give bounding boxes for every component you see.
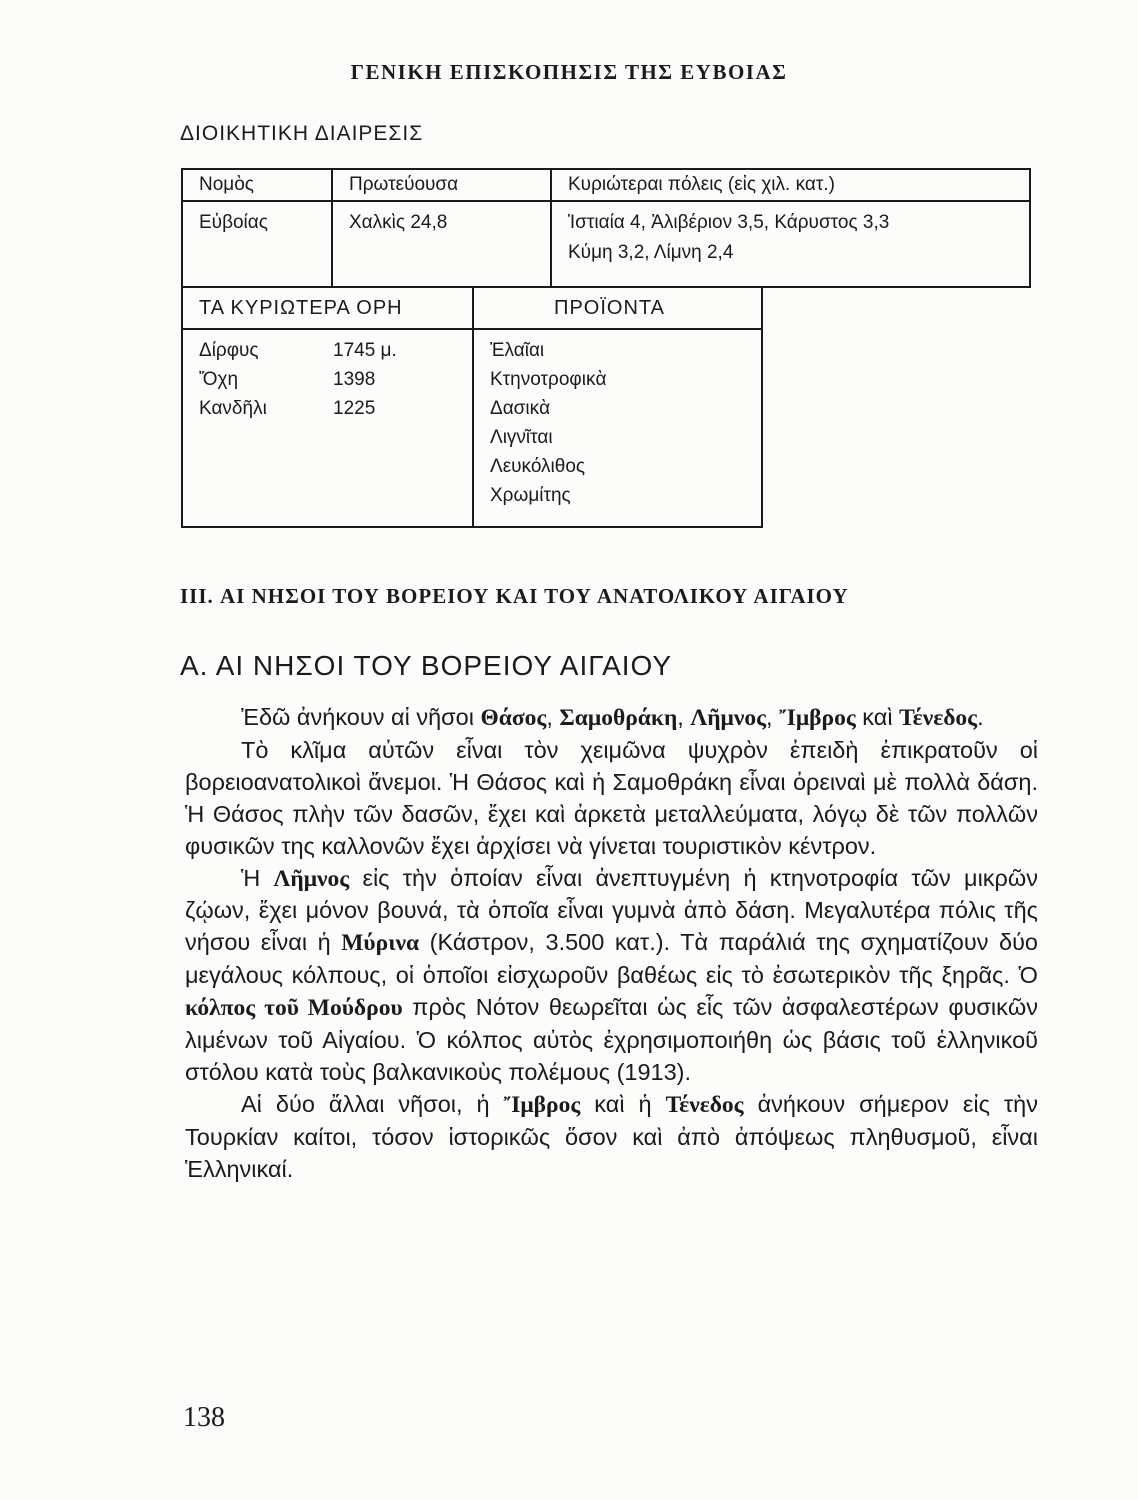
mountains-table-header-row: [182, 287, 762, 329]
mountains-products-table: [181, 286, 763, 528]
cities-line-2: Κύμη 3,2, Λίμνη 2,4: [568, 242, 734, 263]
text-run: .: [977, 704, 984, 730]
text-run: ,: [677, 704, 691, 730]
subsection-title: Α. ΑΙ ΝΗΣΟΙ ΤΟΥ ΒΟΡΕΙΟΥ ΑΙΓΑΙΟΥ: [180, 650, 673, 681]
page-number: 138: [183, 1402, 225, 1433]
paragraph-2: Τὸ κλῖμα αὐτῶν εἶναι τὸν χειμῶνα ψυχρὸν ἐπειδὴ ἐπικρατοῦν οἱ βορειοανατολικοὶ ἄνεμοι. Ἡ Θάσος καὶ ἡ Σαμοθράκη εἶναι ὀρειναὶ μὲ πολλὰ δάση. Ἡ Θάσος πλὴν τῶν δασῶν, ἔχει καὶ ἀρκετὰ μεταλλεύματα, λόγῳ δὲ τῶν πολλῶν φυσικῶν της καλλονῶν ἔχει ἀρχίσει νὰ γίνεται τουριστικὸν κέντρον.: [185, 736, 1038, 859]
product-item: Ἐλαῖαι: [490, 340, 545, 361]
mountain-height: 1398: [333, 369, 376, 390]
admin-table-row: [182, 201, 1030, 287]
admin-table-caption: ΔΙΟΙΚΗΤΙΚΗ ΔΙΑΙΡΕΣΙΣ: [180, 122, 424, 145]
text-run: πρὸς Νότον θεωρεῖται ὡς εἷς τῶν ἀσφαλεστέρων φυσικῶν λιμένων τοῦ Αἰγαίου. Ὁ κόλπος αὐτὸς ἐχρησιμοποιήθη ὡς βάσις τοῦ ἑλληνικοῦ στόλου κατὰ τοὺς βαλκανικοὺς πολέμους (1913).: [185, 994, 1038, 1085]
paragraph-4: [185, 1089, 1038, 1186]
mountain-row: [199, 365, 472, 394]
bold-term: Λῆμνος: [690, 705, 767, 731]
mountain-name: Κανδῆλι: [199, 398, 267, 419]
body-text: [185, 702, 1038, 1186]
header-nomos: Νομὸς: [182, 169, 332, 201]
products-cell: [473, 329, 762, 527]
product-item: Λευκόλιθος: [490, 456, 586, 477]
cell-capital: Χαλκὶς 24,8: [332, 201, 551, 287]
bold-term: Σαμοθράκη: [559, 705, 678, 731]
text-run: ,: [766, 704, 780, 730]
mountain-row: [199, 336, 472, 365]
text-run: καὶ: [855, 704, 900, 730]
mountain-name: Δίρφυς: [199, 340, 259, 361]
paragraph-3: [185, 863, 1038, 1089]
bold-term: Ἴμβρος: [779, 705, 856, 731]
bold-term: Μύρινα: [341, 930, 420, 957]
bold-term: Λῆμνος: [273, 865, 350, 892]
header-mountains: ΤΑ ΚΥΡΙΩΤΕΡΑ ΟΡΗ: [182, 287, 473, 329]
mountains-table-body-row: [182, 329, 762, 527]
text-run: ἀνήκουν σήμερον εἰς τὴν Τουρκίαν καίτοι, τόσον ἱστορικῶς ὅσον καὶ ἀπὸ ἀπόψεως πληθυσμοῦ, εἶναι Ἑλληνικαί.: [185, 1090, 1039, 1182]
product-item: Λιγνῖται: [490, 427, 553, 448]
text-run: (Κάστρον, 3.500 κατ.). Τὰ παράλιά της σχηματίζουν δύο μεγάλους κόλπους, οἱ ὁποῖοι εἰσχωροῦν βαθέως εἰς τὸ ἐσωτερικὸν τῆς ξηρᾶς. Ὁ: [185, 929, 1039, 989]
admin-table-header-row: [182, 169, 1030, 201]
cities-line-1: Ἱστιαία 4, Ἀλιβέριον 3,5, Κάρυστος 3,3: [568, 212, 890, 233]
text-run: Ἐδῶ ἀνήκουν αἱ νῆσοι: [241, 704, 481, 730]
cell-nomos: Εὐβοίας: [182, 201, 332, 287]
mountain-row: [199, 394, 472, 423]
text-run: ,: [546, 704, 560, 730]
mountains-cell: [182, 329, 473, 527]
text-run: Αἱ δύο ἄλλαι νῆσοι, ἡ: [241, 1090, 504, 1117]
admin-division-table: [181, 168, 1031, 288]
header-products: ΠΡΟΪΟΝΤΑ: [473, 287, 762, 329]
product-item: Χρωμίτης: [490, 485, 571, 506]
text-run: εἰς τὴν ὁποίαν εἶναι ἀνεπτυγμένη ἡ κτηνοτροφία τῶν μικρῶν ζῴων, ἔχει μόνον βουνά, τὰ ὁποῖα εἶναι γυμνὰ ἀπὸ δάση. Μεγαλυτέρα πόλις τῆς νήσου εἶναι ἡ: [185, 864, 1039, 956]
bold-term: Τένεδος: [899, 705, 978, 731]
bold-term: κόλπος τοῦ Μούδρου: [185, 995, 403, 1022]
header-capital: Πρωτεύουσα: [332, 169, 551, 201]
bold-term: Θάσος: [480, 705, 547, 731]
text-run: καὶ ἡ: [580, 1090, 666, 1117]
product-item: Κτηνοτροφικὰ: [490, 369, 607, 390]
cell-cities: [551, 201, 1030, 287]
mountain-name: Ὄχη: [199, 369, 239, 390]
mountain-height: 1745 μ.: [333, 340, 397, 361]
bold-term: Τένεδος: [665, 1091, 744, 1118]
mountain-height: 1225: [333, 398, 376, 419]
running-head: ΓΕΝΙΚΗ ΕΠΙΣΚΟΠΗΣΙΣ ΤΗΣ ΕΥΒΟΙΑΣ: [350, 60, 788, 84]
text-run: Ἡ: [241, 864, 274, 891]
section-title: III. ΑΙ ΝΗΣΟΙ ΤΟΥ ΒΟΡΕΙΟΥ ΚΑΙ ΤΟΥ ΑΝΑΤΟΛΙΚΟΥ ΑΙΓΑΙΟΥ: [180, 584, 849, 608]
product-item: Δασικὰ: [490, 398, 551, 419]
header-cities: Κυριώτεραι πόλεις (εἰς χιλ. κατ.): [551, 169, 1030, 201]
paragraph-1: [185, 702, 1038, 735]
bold-term: Ἴμβρος: [503, 1091, 581, 1118]
